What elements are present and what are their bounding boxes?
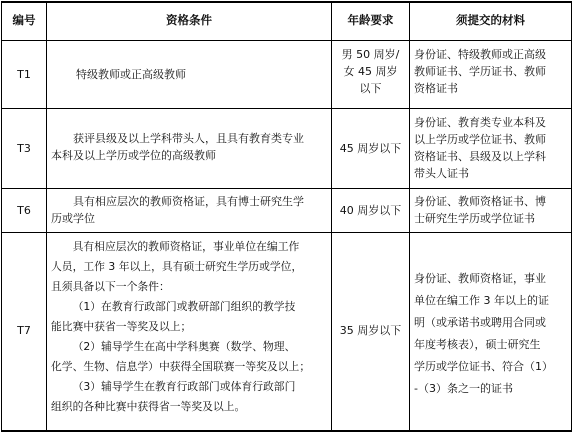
row-conditions [51,193,329,227]
materials-line: 年度考核表），硕士研究生 [414,338,541,351]
materials-line: 带头人证书 [414,167,469,180]
header-conditions: 资格条件 [166,13,212,27]
age-line: 45 周岁以下 [339,142,402,155]
row-age [332,46,409,97]
table-border-right [571,1,572,432]
materials-line: 资格证书 [414,82,458,95]
row-id: T1 [17,68,31,81]
row-conditions [76,66,326,83]
age-line: 男 50 周岁/ [341,48,400,61]
row-id: T6 [17,204,31,217]
materials-line: 身份证、教师资格证，事业 [414,272,546,285]
materials-line: 学历或学位证书、符合（1） [414,360,553,373]
row-materials [414,193,570,227]
row-divider [1,108,572,109]
condition-line: 具有相应层次的教师资格证，事业单位在编工作 [72,240,300,253]
header-age: 年龄要求 [347,13,394,27]
row-divider [1,188,572,189]
row-materials [414,268,571,400]
row-divider [1,232,572,233]
condition-line: 特级教师或正高级教师 [76,68,186,81]
condition-line: 本科及以上学历或学位的高级教师 [51,149,216,162]
condition-line: 具有相应层次的教师资格证，具有博士研究生学 [73,195,304,208]
age-line: 女 45 周岁 [343,65,398,78]
row-id: T3 [17,142,31,155]
condition-line: 且须具备以下一个条件： [51,280,170,293]
materials-line: 以上学历或学位证书、教师 [414,133,546,146]
age-line: 35 周岁以下 [339,324,402,337]
condition-line: 能比赛中获省一等奖及以上； [51,320,192,333]
table-border-top [1,1,572,3]
condition-line: 历或学位 [51,212,95,225]
condition-line: 组织的各种比赛中获得省一等奖及以上。 [51,400,246,413]
condition-line: 人员，工作 3 年以上，具有硕士研究生学历或学位， [51,260,303,273]
header-id: 编号 [12,13,36,27]
condition-line: 化学、生物、信息学）中获得全国联赛一等奖及以上； [51,360,311,373]
materials-line: 明（或承诺书或聘用合同或 [414,316,546,329]
age-line: 40 周岁以下 [339,204,402,217]
materials-line: 资格证书、县级及以上学科 [414,150,546,163]
materials-line: 身份证、教师资格证书、博 [414,195,546,208]
row-materials [414,114,570,182]
condition-line: 获评县级及以上学科带头人，且具有教育类专业 [73,132,304,145]
row-age [332,202,409,219]
condition-line: （1）在教育行政部门或教研部门组织的教学技 [72,300,296,313]
row-materials [414,46,570,97]
table-border-bottom [1,430,572,432]
materials-line: 教师证书、学历证书、教师 [414,65,546,78]
column-divider [46,1,47,432]
materials-line: 士研究生学历或学位证书 [414,212,535,225]
condition-line: （3）辅导学生在教育行政部门或体育行政部门 [72,380,296,393]
row-id: T7 [17,324,31,337]
materials-line: -（3）条之一的证书 [414,382,513,395]
row-age [332,140,409,157]
age-line: 以下 [359,82,382,95]
column-divider [409,1,410,432]
header-divider [1,40,572,41]
row-age [332,322,409,339]
condition-line: （2）辅导学生在高中学科奥赛（数学、物理、 [72,340,296,353]
materials-line: 身份证、教育类专业本科及 [414,116,546,129]
materials-line: 单位在编工作 3 年以上的证 [414,294,549,307]
materials-line: 身份证、特级教师或正高级 [414,48,546,61]
row-conditions [51,237,331,417]
header-materials: 须提交的材料 [456,13,525,27]
row-conditions [51,130,329,164]
